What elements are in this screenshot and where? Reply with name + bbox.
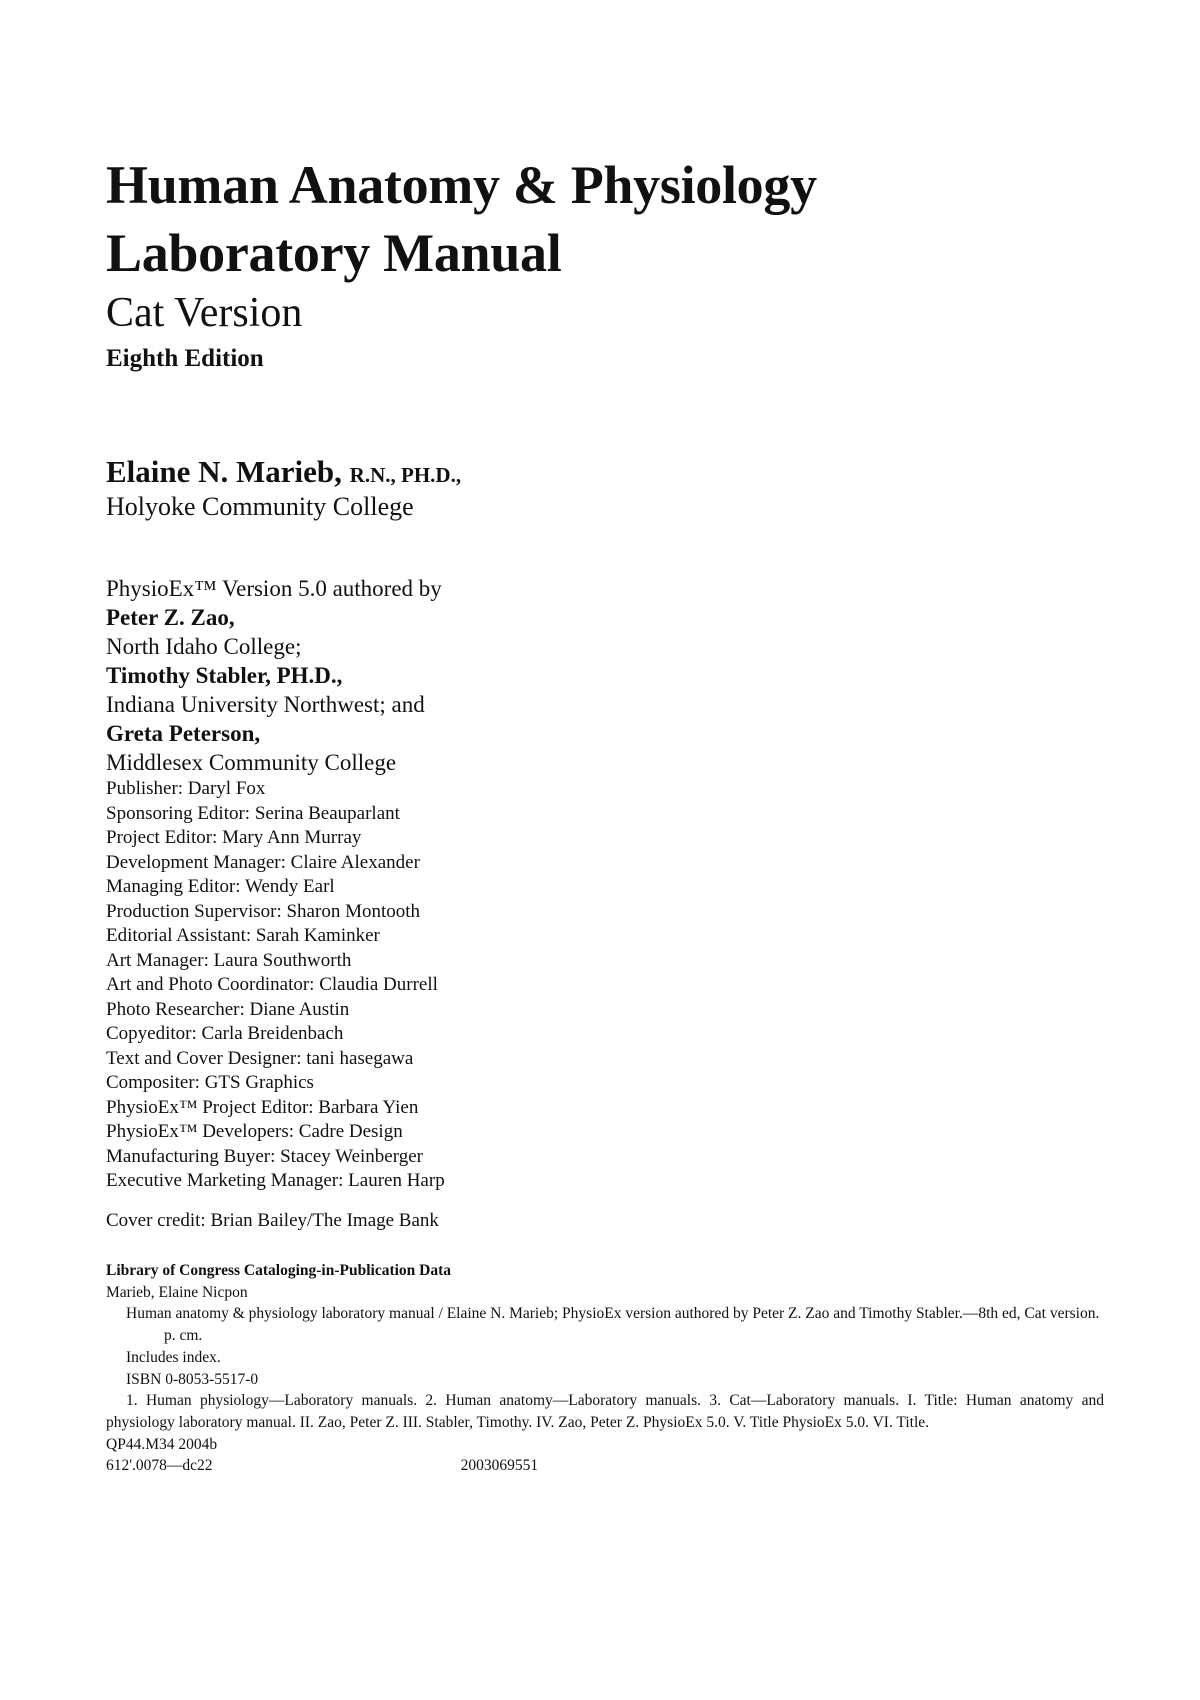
credit-line: Art and Photo Coordinator: Claudia Durrell (106, 974, 438, 995)
cip-subjects: 1. Human physiology—Laboratory manuals. 2. Human anatomy—Laboratory manuals. 3. Cat—Laboratory manuals. I. Title: Human anatomy and physiology laboratory manual. II. Zao, Peter Z. III. Stabler, Timothy. IV. Zao, Peter Z. PhysioEx 5.0. V. Title PhysioEx 5.0. VI. Title. (106, 1392, 1104, 1431)
cip-heading: Library of Congress Cataloging-in-Publication Data (106, 1262, 452, 1279)
staff-credits (106, 777, 1006, 1194)
credit-line: Development Manager: Claire Alexander (106, 851, 420, 873)
author-affiliation: Holyoke Community College (106, 492, 414, 521)
credit-line: Copyeditor: Carla Breidenbach (106, 1023, 344, 1044)
cip-author: Marieb, Elaine Nicpon (106, 1283, 248, 1301)
author-credentials: R.N., PH.D., (349, 463, 462, 487)
credit-line: Executive Marketing Manager: Lauren Harp (106, 1170, 445, 1191)
contributor-name: Peter Z. Zao, (106, 605, 235, 630)
credit-line: Sponsoring Editor: Serina Beauparlant (106, 802, 400, 824)
book-subtitle: Cat Version (106, 290, 303, 336)
credit-line: Managing Editor: Wendy Earl (106, 876, 335, 897)
book-title-line-1: Human Anatomy & Physiology (106, 155, 817, 215)
cip-pages: p. cm. (164, 1327, 203, 1345)
credit-line: Production Supervisor: Sharon Montooth (106, 900, 421, 922)
credit-line: Compositer: GTS Graphics (106, 1072, 314, 1093)
credit-line: Manufacturing Buyer: Stacey Weinberger (106, 1145, 423, 1167)
cip-classification (106, 1455, 1104, 1477)
physioex-authors (106, 574, 1006, 777)
author-line (106, 456, 461, 487)
cip-call-number: QP44.M34 2004b (106, 1435, 218, 1453)
credit-line: PhysioEx™ Developers: Cadre Design (106, 1121, 403, 1142)
cover-credit: Cover credit: Brian Bailey/The Image Bank (106, 1210, 439, 1231)
credit-line: Editorial Assistant: Sarah Kaminker (106, 925, 380, 946)
credit-line: Project Editor: Mary Ann Murray (106, 827, 362, 848)
credit-line: PhysioEx™ Project Editor: Barbara Yien (106, 1096, 419, 1118)
cip-index: Includes index. (126, 1348, 221, 1366)
cip-lccn: 2003069551 (460, 1457, 539, 1475)
contributor-affiliation: Indiana University Northwest; and (106, 692, 425, 717)
contributor-affiliation: North Idaho College; (106, 634, 302, 659)
cip-dewey: 612'.0078—dc22 (106, 1457, 213, 1475)
credit-line: Text and Cover Designer: tani hasegawa (106, 1047, 414, 1069)
contributor-name: Greta Peterson, (106, 721, 261, 746)
cip-description: Human anatomy & physiology laboratory manual / Elaine N. Marieb; PhysioEx version authored by Peter Z. Zao and Timothy Stabler.—8th ed, Cat version. (126, 1305, 1100, 1323)
edition-label: Eighth Edition (106, 345, 264, 372)
credit-line: Publisher: Daryl Fox (106, 778, 266, 799)
book-title-line-2: Laboratory Manual (106, 223, 562, 283)
physioex-intro: PhysioEx™ Version 5.0 authored by (106, 576, 442, 601)
contributor-name: Timothy Stabler, PH.D., (106, 663, 343, 688)
credit-line: Art Manager: Laura Southworth (106, 949, 352, 971)
credit-line: Photo Researcher: Diane Austin (106, 998, 350, 1020)
cip-isbn: ISBN 0-8053-5517-0 (126, 1370, 259, 1388)
contributor-affiliation: Middlesex Community College (106, 750, 397, 775)
author-name: Elaine N. Marieb, (106, 454, 342, 489)
cip-data-block (106, 1260, 1104, 1477)
